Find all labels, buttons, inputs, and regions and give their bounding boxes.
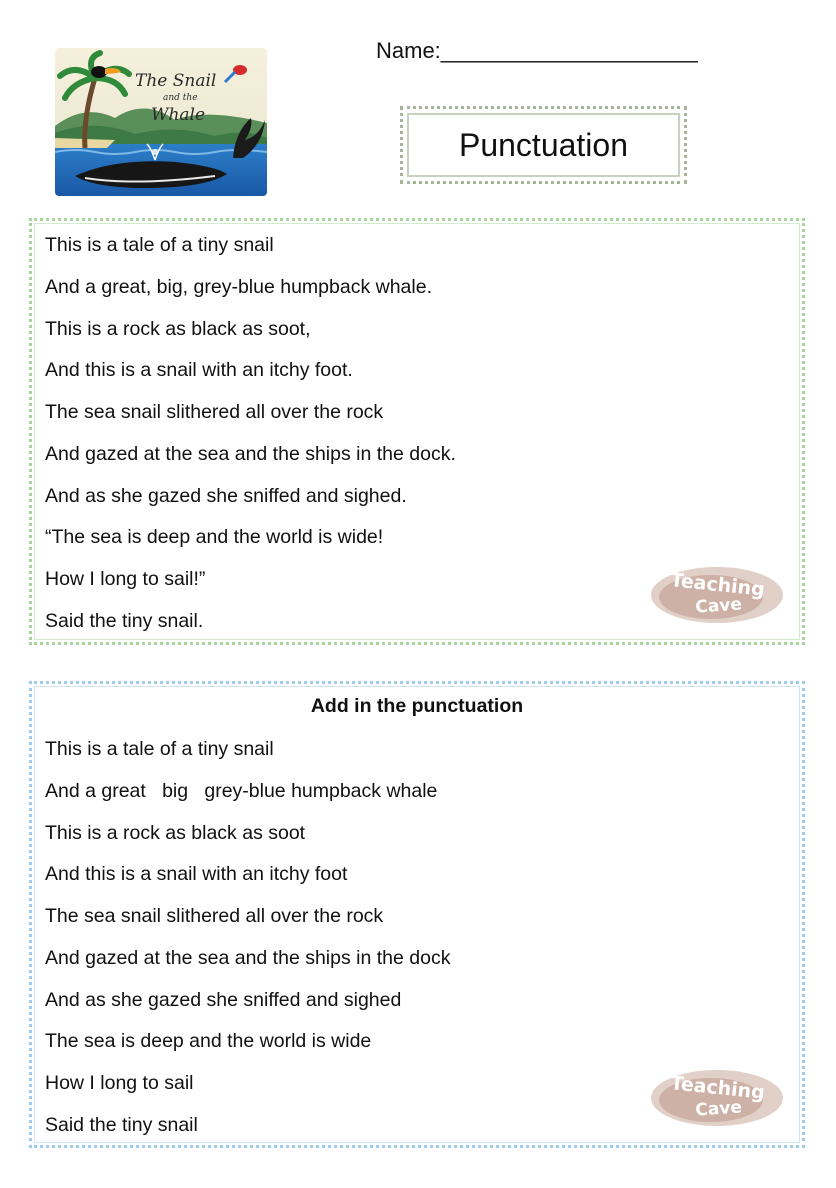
logo-text-line-1: Teaching (669, 1072, 766, 1104)
exercise-line: The sea snail slithered all over the rock (45, 905, 384, 927)
logo-text-line-2: Cave (694, 1097, 743, 1121)
exercise-line: And a great big grey-blue humpback whale (45, 780, 438, 802)
poem-line: How I long to sail!” (45, 568, 206, 590)
teaching-cave-logo (647, 1064, 787, 1134)
poem-line: And a great, big, grey-blue humpback whale. (45, 276, 432, 298)
cover-title-line-1: The Snail (135, 71, 217, 91)
poem-line: This is a rock as black as soot, (45, 318, 311, 340)
exercise-line: And this is a snail with an itchy foot (45, 863, 348, 885)
exercise-line: And as she gazed she sniffed and sighed (45, 989, 402, 1011)
logo-text-line-2: Cave (694, 594, 743, 618)
poem-line: And this is a snail with an itchy foot. (45, 359, 353, 381)
poem-line: This is a tale of a tiny snail (45, 234, 274, 256)
teaching-cave-logo (647, 561, 787, 631)
exercise-line: The sea is deep and the world is wide (45, 1030, 372, 1052)
name-field-label: Name:_____________________ (376, 38, 698, 63)
cover-title-line-3: Whale (151, 105, 206, 125)
poem-line: “The sea is deep and the world is wide! (45, 526, 384, 548)
exercise-line: This is a tale of a tiny snail (45, 738, 274, 760)
poem-line: And gazed at the sea and the ships in the dock. (45, 443, 456, 465)
logo-text-line-1: Teaching (669, 569, 766, 601)
exercise-line: And gazed at the sea and the ships in the dock (45, 947, 451, 969)
exercise-box (29, 681, 805, 1148)
title-box (400, 106, 687, 184)
cover-title-line-2: and the (163, 93, 198, 103)
exercise-line: How I long to sail (45, 1072, 194, 1094)
poem-line: The sea snail slithered all over the rock (45, 401, 384, 423)
exercise-line: Said the tiny snail (45, 1114, 198, 1136)
exercise-line: This is a rock as black as soot (45, 822, 306, 844)
exercise-title: Add in the punctuation (310, 695, 524, 717)
poem-line: And as she gazed she sniffed and sighed. (45, 485, 407, 507)
page-title: Punctuation (458, 126, 628, 163)
poem-box (29, 218, 805, 645)
poem-line: Said the tiny snail. (45, 610, 204, 632)
book-cover-image (55, 48, 267, 196)
